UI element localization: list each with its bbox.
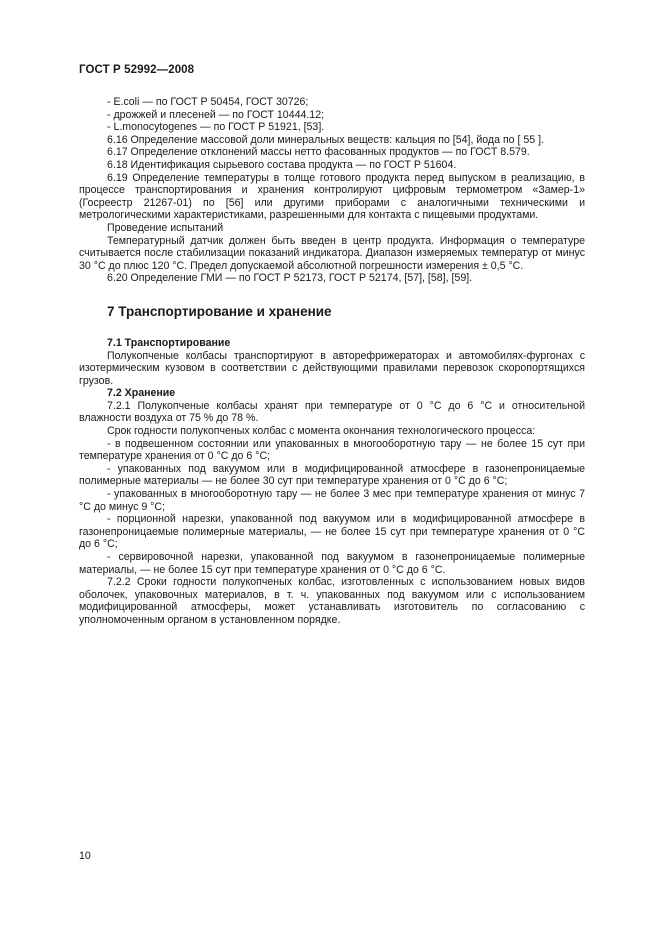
section-7-title: 7 Транспортирование и хранение <box>107 303 332 319</box>
list-item: - упакованных в многооборотную тару — не более 3 мес при температуре хранения от минус 7 °С до минус 9 °С; <box>79 488 585 513</box>
document-header: ГОСТ Р 52992—2008 <box>79 64 195 76</box>
list-item: - L.monocytogenes — по ГОСТ Р 51921, [53]. <box>107 121 325 134</box>
clause-7-2-2: 7.2.2 Сроки годности полукопченых колбас, изготовленных с использованием новых видов оболочек, упаковочных материалов, в т. ч. упакованных под вакуумом или с использованием модифицированной атмосферы, может устанавливать изготовитель по согласованию с уполномоченным органом в установленном порядке. <box>79 576 585 626</box>
list-item: - сервировочной нарезки, упакованной под вакуумом в газонепроницаемые полимерные материалы, — не более 15 сут при температуре хранения от 0 °С до 6 °С. <box>79 551 585 576</box>
list-item: - дрожжей и плесеней — по ГОСТ 10444.12; <box>107 108 325 121</box>
clause-6-18: 6.18 Идентификация сырьевого состава продукта — по ГОСТ Р 51604. <box>107 158 457 171</box>
document-body <box>79 96 585 627</box>
clause-6-20: 6.20 Определение ГМИ — по ГОСТ Р 52173, ГОСТ Р 52174, [57], [58], [59]. <box>107 272 473 285</box>
testing-text: Температурный датчик должен быть введен в центр продукта. Информация о температуре считывается после стабилизации показаний индикатора. Диапазон измеряемых температур от минус 30 °С до плюс 120 °С. Предел допускаемой абсолютной погрешности измерения ± 0,5 °С. <box>79 234 585 272</box>
list-item: - E.coli — по ГОСТ Р 50454, ГОСТ 30726; <box>107 96 309 108</box>
clause-6-17: 6.17 Определение отклонений массы нетто фасованных продуктов — по ГОСТ 8.579. <box>107 146 530 159</box>
subsection-7-1-title: 7.1 Транспортирование <box>107 336 231 349</box>
list-item: - упакованных под вакуумом или в модифицированной атмосфере в газонепроницаемые полимерные материалы — не более 30 сут при температуре хранения от 0 °С до 6 °С; <box>79 462 585 488</box>
subsection-7-2-title: 7.2 Хранение <box>107 387 176 400</box>
list-item: - порционной нарезки, упакованной под вакуумом или в модифицированной атмосфере в газонепроницаемые полимерные материалы, — не более 15 сут при температуре хранения от 0 °С до 6 °С; <box>79 513 585 551</box>
shelf-life-intro: Срок годности полукопченых колбас с момента окончания технологического процесса: <box>107 425 536 438</box>
clause-7-2-1: 7.2.1 Полукопченые колбасы хранят при температуре от 0 °С до 6 °С и относительной влажности воздуха от 75 % до 78 %. <box>79 399 585 425</box>
clause-6-16: 6.16 Определение массовой доли минеральных веществ: кальция по [54], йода по [ 55 ]. <box>107 133 545 146</box>
page-number: 10 <box>79 850 91 862</box>
testing-heading: Проведение испытаний <box>107 221 224 234</box>
clause-6-19: 6.19 Определение температуры в толще готового продукта перед выпуском в реализацию, в процессе транспортирования и хранения контролируют цифровым термометром «Замер-1» (Госреестр 21267-01) по [56] или другими приборами с аналогичными техническими и метрологическими характеристиками, разрешенными для контакта с пищевыми продуктами. <box>79 171 585 222</box>
subsection-7-1-text: Полукопченые колбасы транспортируют в авторефрижераторах и автомобилях-фургонах с изотермическим кузовом в соответствии с действующими правилами перевозок скоропортящихся грузов. <box>79 349 585 387</box>
list-item: - в подвешенном состоянии или упакованных в многооборотную тару — не более 15 сут при температуре хранения от 0 °С до 6 °С; <box>79 437 585 463</box>
